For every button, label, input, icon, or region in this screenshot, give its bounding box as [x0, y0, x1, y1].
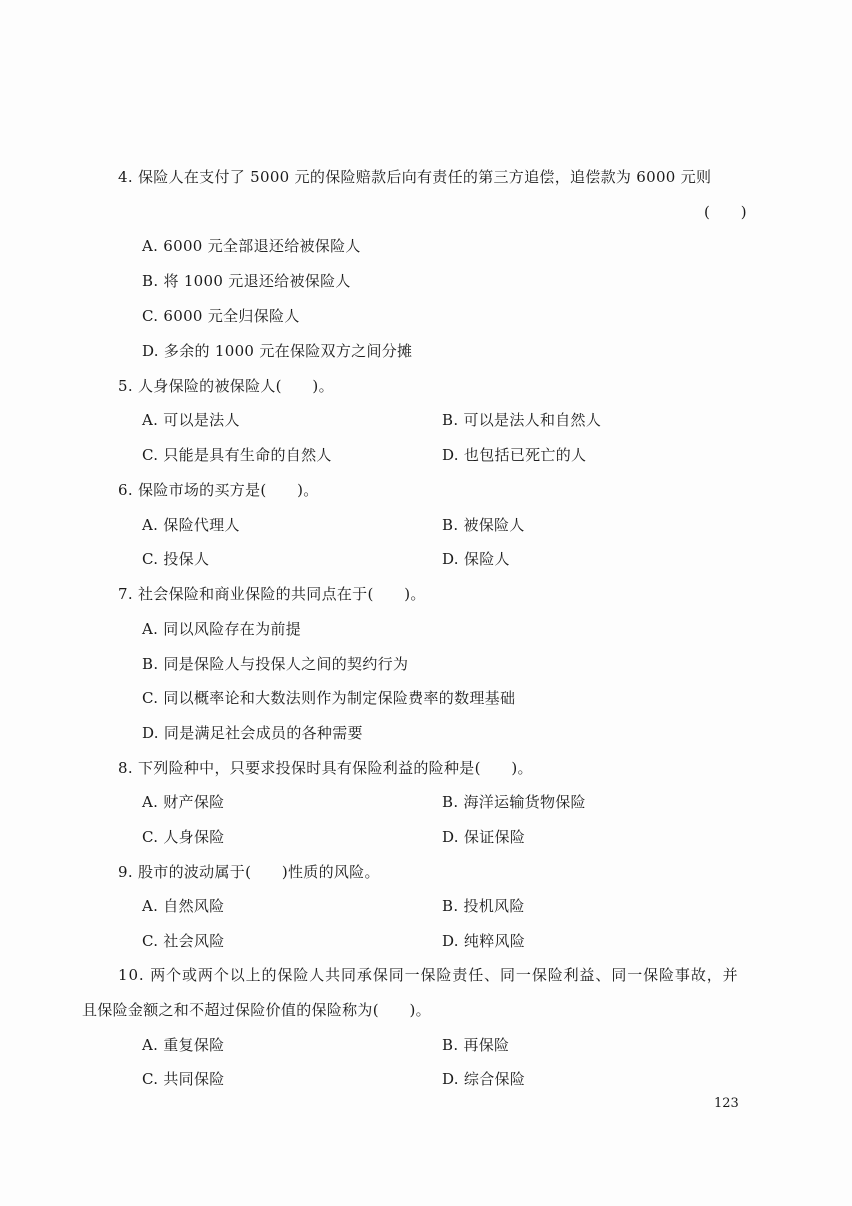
question-9-stem: 9. 股市的波动属于( )性质的风险。 [118, 863, 380, 881]
question-9-option-a: A. 自然风险 [142, 897, 225, 915]
question-10-option-c: C. 共同保险 [142, 1070, 225, 1088]
question-7-option-b: B. 同是保险人与投保人之间的契约行为 [142, 655, 409, 673]
question-5-option-a: A. 可以是法人 [142, 411, 240, 429]
question-8-option-b: B. 海洋运输货物保险 [442, 793, 586, 811]
question-4-answer-paren: ( ) [704, 203, 747, 221]
question-10-stem: 10. 两个或两个以上的保险人共同承保同一保险责任、同一保险利益、同一保险事故，并 [118, 966, 739, 984]
question-6-option-d: D. 保险人 [442, 550, 510, 568]
question-5-stem: 5. 人身保险的被保险人( )。 [118, 377, 334, 395]
page-number: 123 [714, 1096, 739, 1111]
question-4-option-d: D. 多余的 1000 元在保险双方之间分摊 [142, 342, 413, 360]
question-9-option-d: D. 纯粹风险 [442, 932, 526, 950]
question-8-option-a: A. 财产保险 [142, 793, 225, 811]
question-6-stem: 6. 保险市场的买方是( )。 [118, 481, 319, 499]
question-8-stem: 8. 下列险种中，只要求投保时具有保险利益的险种是( )。 [118, 759, 533, 777]
question-8-option-d: D. 保证保险 [442, 828, 526, 846]
question-4-stem: 4. 保险人在支付了 5000 元的保险赔款后向有责任的第三方追偿，追偿款为 6000 元则 [118, 168, 712, 186]
question-8-option-c: C. 人身保险 [142, 828, 225, 846]
question-7-option-a: A. 同以风险存在为前提 [142, 620, 301, 638]
question-4-option-a: A. 6000 元全部退还给被保险人 [142, 237, 361, 255]
question-5-option-c: C. 只能是具有生命的自然人 [142, 446, 332, 464]
question-10-option-a: A. 重复保险 [142, 1036, 225, 1054]
question-10-stem-continued: 且保险金额之和不超过保险价值的保险称为( )。 [82, 1001, 431, 1019]
question-5-option-d: D. 也包括已死亡的人 [442, 446, 587, 464]
question-7-option-d: D. 同是满足社会成员的各种需要 [142, 724, 363, 742]
question-10-option-b: B. 再保险 [442, 1036, 510, 1054]
question-5-option-b: B. 可以是法人和自然人 [442, 411, 602, 429]
question-4-option-c: C. 6000 元全归保险人 [142, 307, 300, 325]
question-6-option-c: C. 投保人 [142, 550, 210, 568]
question-10-option-d: D. 综合保险 [442, 1070, 526, 1088]
question-4-option-b: B. 将 1000 元退还给被保险人 [142, 272, 351, 290]
question-6-option-a: A. 保险代理人 [142, 516, 240, 534]
question-7-option-c: C. 同以概率论和大数法则作为制定保险费率的数理基础 [142, 689, 516, 707]
question-9-option-b: B. 投机风险 [442, 897, 525, 915]
question-7-stem: 7. 社会保险和商业保险的共同点在于( )。 [118, 585, 426, 603]
question-9-option-c: C. 社会风险 [142, 932, 225, 950]
question-6-option-b: B. 被保险人 [442, 516, 525, 534]
